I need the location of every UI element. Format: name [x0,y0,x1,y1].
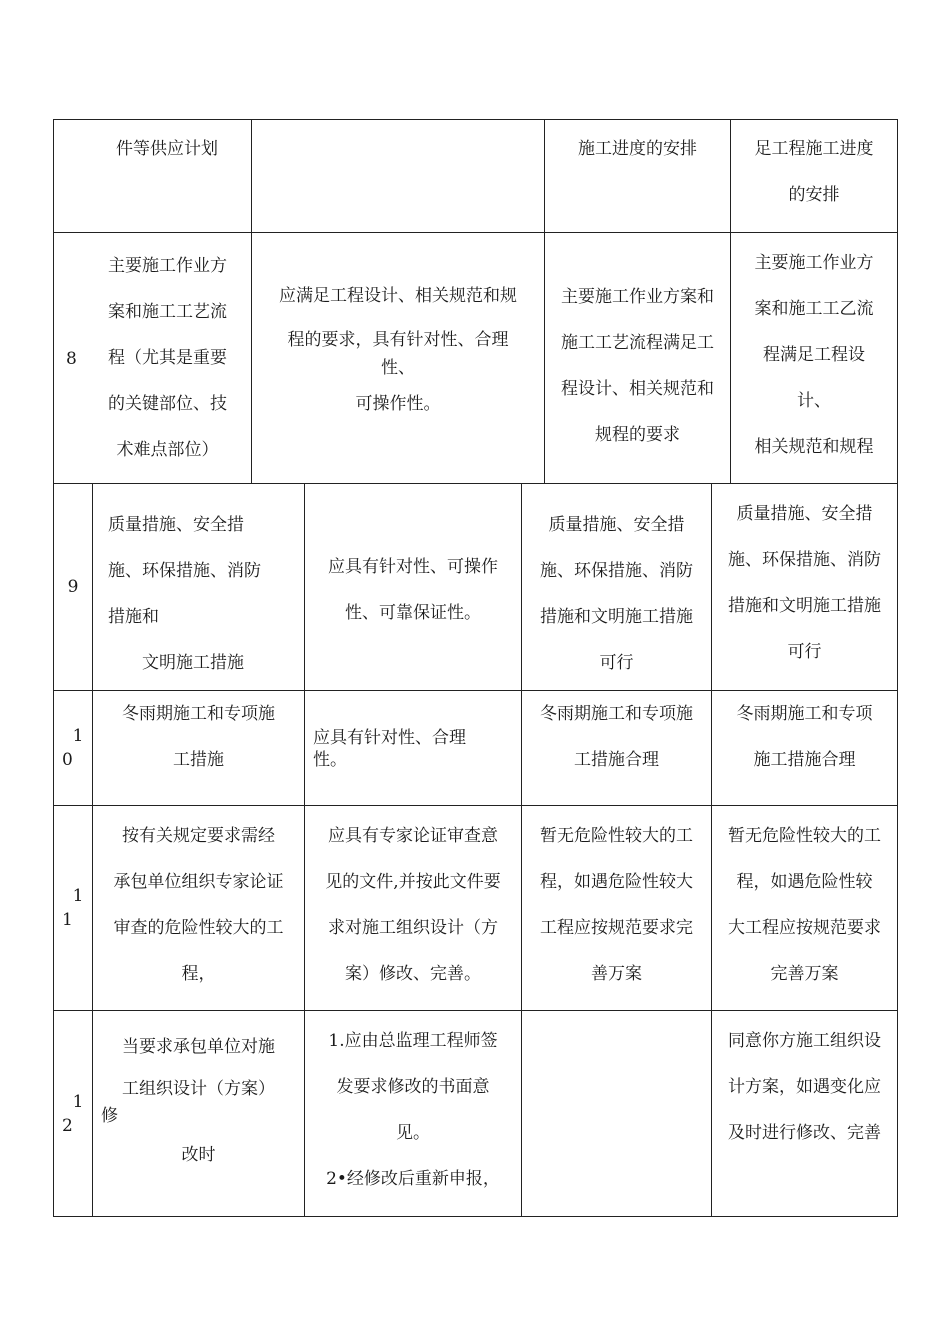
cell-r7-requirement [251,119,545,233]
cell-r8-item: 主要施工作业方 案和施工工艺流 程（尤其是重要 的关键部位、技 术难点部位） [53,232,252,484]
cell-r9-item: 质量措施、安全措 施、环保措施、消防 措施和 文明施工措施 [92,483,305,691]
cell-r7-item: 件等供应计划 [53,119,252,233]
cell-r10-opinion: 冬雨期施工和专项 施工措施合理 [711,690,898,806]
cell-r10-requirement: 应具有针对性、合理 性。 [304,690,522,806]
cell-r9-opinion: 质量措施、安全措 施、环保措施、消防 措施和文明施工措施 可行 [711,483,898,691]
cell-r9-review: 质量措施、安全措 施、环保措施、消防 措施和文明施工措施 可行 [521,483,712,691]
cell-r11-opinion: 暂无危险性较大的工 程，如遇危险性较 大工程应按规范要求 完善万案 [711,805,898,1011]
cell-r12-opinion: 同意你方施工组织设 计方案，如遇变化应 及时进行修改、完善 [711,1010,898,1217]
cell-r12-num: 1 2 [53,1010,93,1217]
cell-r8-review: 主要施工作业方案和 施工工艺流程满足工 程设计、相关规范和 规程的要求 [544,232,731,484]
cell-r10-review: 冬雨期施工和专项施 工措施合理 [521,690,712,806]
cell-r7-opinion: 足工程施工进度 的安排 [730,119,898,233]
cell-r10-item: 冬雨期施工和专项施 工措施 [92,690,305,806]
cell-r11-num: 1 1 [53,805,93,1011]
cell-r12-requirement: 1.应由总监理工程师签 发要求修改的书面意 见。 2•经修改后重新申报， [304,1010,522,1217]
cell-r11-item: 按有关规定要求需经 承包单位组织专家论证 审查的危险性较大的工 程， [92,805,305,1011]
cell-r9-num: 9 [53,483,93,691]
cell-r12-item: 当要求承包单位对施 工组织设计（方案） 修 改时 [92,1010,305,1217]
cell-r9-requirement: 应具有针对性、可操作 性、可靠保证性。 [304,483,522,691]
cell-r7-review: 施工进度的安排 [544,119,731,233]
cell-r10-num: 1 0 [53,690,93,806]
cell-r11-requirement: 应具有专家论证审查意 见的文件,并按此文件要 求对施工组织设计（方 案）修改、完善。 [304,805,522,1011]
cell-r12-review [521,1010,712,1217]
cell-r8-num: 8 [66,349,77,369]
cell-r11-review: 暂无危险性较大的工 程，如遇危险性较大 工程应按规范要求完 善万案 [521,805,712,1011]
cell-r8-requirement: 应满足工程设计、相关规范和规 程的要求，具有针对性、合理 性、 可操作性。 [251,232,545,484]
cell-r8-opinion: 主要施工作业方 案和施工工乙流 程满足工程设 计、 相关规范和规程 [730,232,898,484]
